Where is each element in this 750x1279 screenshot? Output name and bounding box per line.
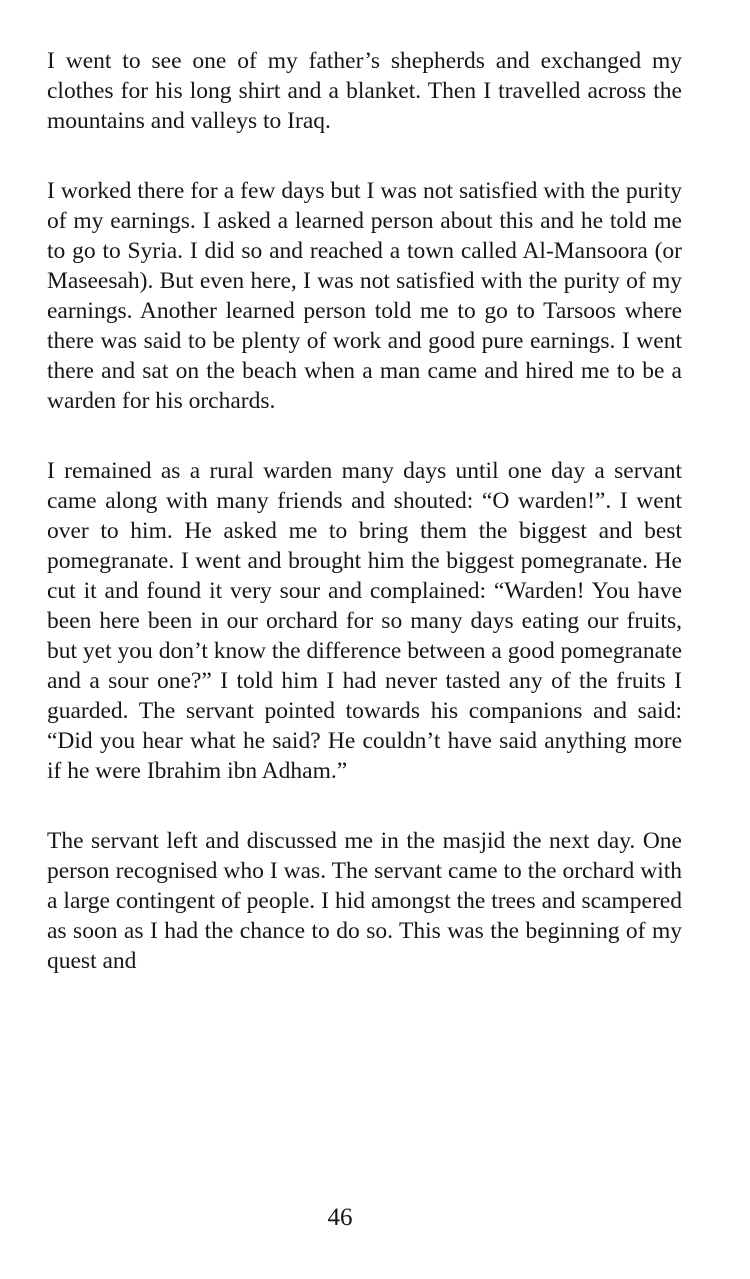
paragraph-1: I went to see one of my father’s shepherds and exchanged my clothes for his long shirt and a blanket. Then I travelled across the mountains and valleys to Iraq. [47,48,682,134]
paragraph-2: I worked there for a few days but I was not satisfied with the purity of my earnings. I asked a learned person about this and he told me to go to Syria. I did so and reached a town called Al-Mansoora (or Maseesah). But even here, I was not satisfied with the purity of my earnings. Another learned person told me to go to Tarsoos where there was said to be plenty of work and good pure earnings. I went there and sat on the beach when a man came and hired me to be a warden for his orchards. [47,178,682,414]
paragraph-3: I remained as a rural warden many days until one day a servant came along with many friends and shouted: “O warden!”. I went over to him. He asked me to bring them the biggest and best pomegranate. I went and brought him the biggest pomegranate. He cut it and found it very sour and complained: “Warden! You have been here been in our orchard for so many days eating our fruits, but yet you don’t know the difference between a good pomegranate and a sour one?” I told him I had never tasted any of the fruits I guarded. The servant pointed towards his companions and said: “Did you hear what he said? He couldn’t have said anything more if he were Ibrahim ibn Adham.” [47,458,682,784]
page-number: 46 [327,1204,353,1231]
paragraph-4: The servant left and discussed me in the masjid the next day. One person recognised who I was. The servant came to the orchard with a large contingent of people. I hid amongst the trees and scampered as soon as I had the chance to do so. This was the beginning of my quest and [47,828,682,974]
body-text-block [47,46,682,976]
